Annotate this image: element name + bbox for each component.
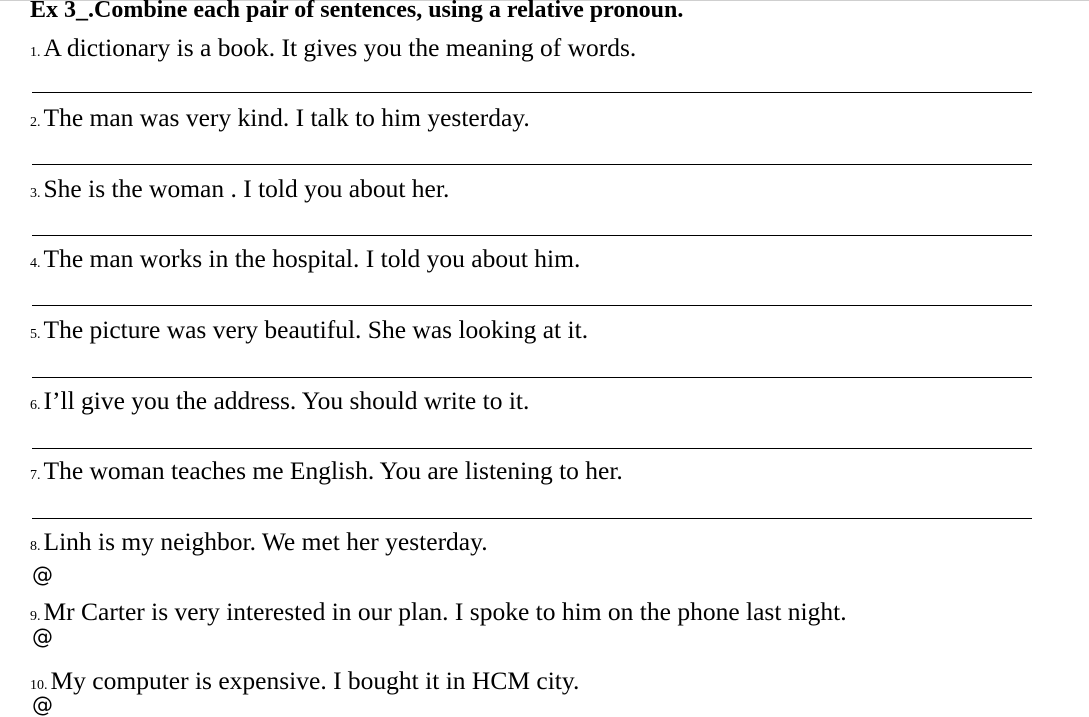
item-number: 9. [30, 609, 41, 624]
exercise-title: Ex 3_.Combine each pair of sentences, using a relative pronoun. [30, 0, 684, 23]
item-number: 1. [30, 45, 41, 60]
exercise-item-2 [30, 103, 530, 138]
item-number: 4. [30, 256, 41, 271]
answer-line-5[interactable] [32, 377, 1032, 378]
answer-line-7[interactable] [32, 518, 1032, 519]
answer-marker-9[interactable]: @ [32, 625, 53, 649]
exercise-item-9 [30, 597, 847, 632]
item-sentence: The woman teaches me English. You are listening to her. [43, 456, 623, 485]
item-number: 8. [30, 539, 41, 554]
answer-line-4[interactable] [32, 305, 1032, 306]
item-sentence: The picture was very beautiful. She was looking at it. [43, 315, 589, 344]
item-sentence: Mr Carter is very interested in our plan. I spoke to him on the phone last night. [43, 597, 847, 626]
item-sentence: A dictionary is a book. It gives you the meaning of words. [43, 33, 637, 62]
answer-line-6[interactable] [32, 448, 1032, 449]
item-number: 7. [30, 468, 41, 483]
item-sentence: She is the woman . I told you about her. [43, 174, 450, 203]
answer-marker-10[interactable]: @ [32, 693, 53, 717]
item-number: 10. [30, 678, 48, 693]
exercise-item-6 [30, 386, 529, 421]
answer-line-2[interactable] [32, 164, 1032, 165]
exercise-item-7 [30, 456, 623, 491]
item-number: 2. [30, 115, 41, 130]
item-sentence: I’ll give you the address. You should write to it. [43, 386, 530, 415]
item-number: 5. [30, 327, 41, 342]
item-sentence: The man was very kind. I talk to him yesterday. [43, 103, 530, 132]
item-number: 3. [30, 186, 41, 201]
answer-line-3[interactable] [32, 235, 1032, 236]
answer-line-1[interactable] [32, 92, 1032, 93]
exercise-item-5 [30, 315, 588, 350]
item-sentence: My computer is expensive. I bought it in HCM city. [50, 666, 580, 695]
answer-marker-8[interactable]: @ [32, 563, 53, 587]
exercise-item-10 [30, 666, 579, 701]
exercise-item-8 [30, 527, 488, 562]
exercise-item-3 [30, 174, 449, 209]
item-number: 6. [30, 398, 41, 413]
item-sentence: The man works in the hospital. I told you about him. [43, 244, 581, 273]
exercise-item-4 [30, 244, 580, 279]
exercise-item-1 [30, 33, 636, 68]
item-sentence: Linh is my neighbor. We met her yesterday. [43, 527, 488, 556]
